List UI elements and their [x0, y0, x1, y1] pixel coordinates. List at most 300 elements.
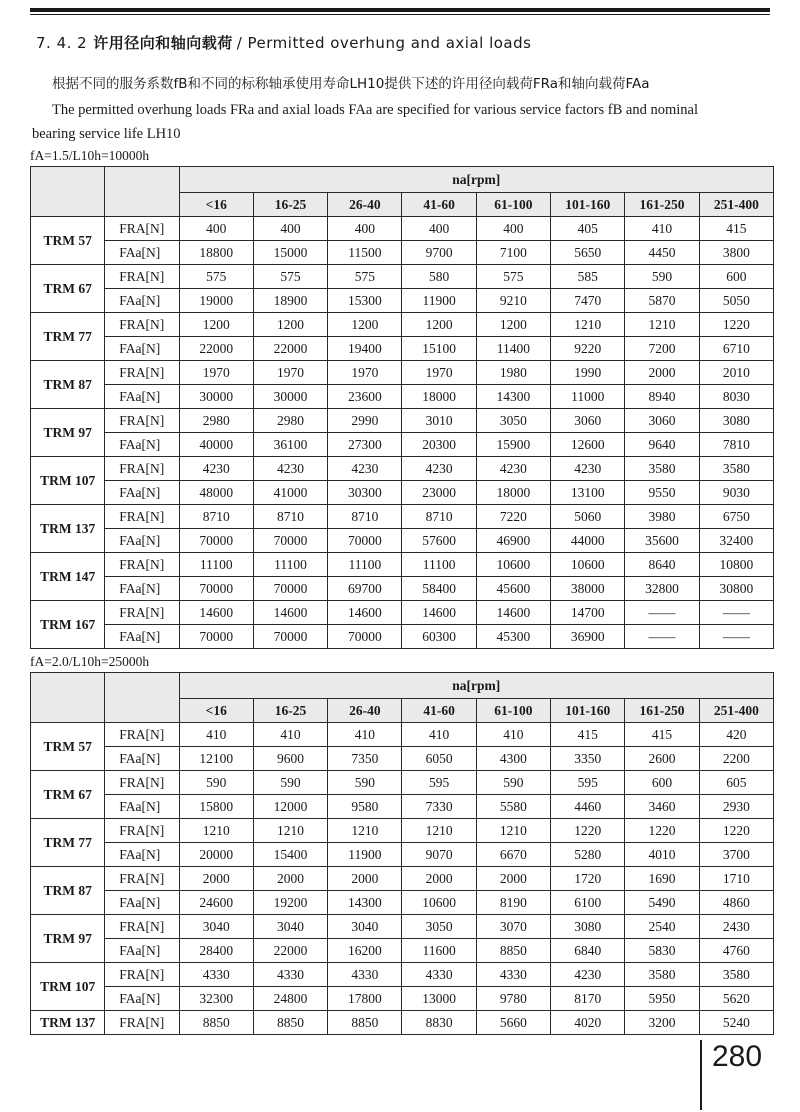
load-label: FRA[N]: [105, 601, 179, 625]
table-cell: 410: [476, 723, 550, 747]
model-name: TRM 57: [31, 217, 105, 265]
table-cell: 5060: [551, 505, 625, 529]
table-cell: 595: [402, 771, 476, 795]
table-cell: 11100: [402, 553, 476, 577]
table-cell: 7470: [551, 289, 625, 313]
table-cell: 2000: [253, 867, 327, 891]
load-label: FAa[N]: [105, 795, 179, 819]
section-title-zh: 许用径向和轴向载荷: [93, 34, 233, 52]
table-cell: 30800: [699, 577, 773, 601]
table-cell: 5240: [699, 1011, 773, 1035]
table-cell: 70000: [179, 529, 253, 553]
speed-range-header: 26-40: [328, 193, 402, 217]
load-label: FAa[N]: [105, 385, 179, 409]
table-cell: 19200: [253, 891, 327, 915]
table-cell: 4460: [551, 795, 625, 819]
model-name: TRM 107: [31, 457, 105, 505]
table-cell: 15900: [476, 433, 550, 457]
table-cell: 1210: [476, 819, 550, 843]
table-cell: 6710: [699, 337, 773, 361]
table-cell: 1970: [179, 361, 253, 385]
table-cell: 575: [328, 265, 402, 289]
table-cell: 1210: [328, 819, 402, 843]
table-cell: 400: [402, 217, 476, 241]
table-cell: 3040: [328, 915, 402, 939]
table-cell: 70000: [179, 577, 253, 601]
table-cell: 70000: [328, 529, 402, 553]
table-cell: 1200: [476, 313, 550, 337]
table-cell: 4330: [179, 963, 253, 987]
table-row-fa: [31, 891, 774, 915]
table-cell: 30000: [179, 385, 253, 409]
table-cell: 8710: [179, 505, 253, 529]
table-cell: 4760: [699, 939, 773, 963]
table-cell: 4020: [551, 1011, 625, 1035]
table-cell: 7350: [328, 747, 402, 771]
table-cell: 16200: [328, 939, 402, 963]
table-cell: 2000: [402, 867, 476, 891]
table-cell: 12100: [179, 747, 253, 771]
table-cell: 3580: [699, 963, 773, 987]
table-cell: 23600: [328, 385, 402, 409]
table-cell: 6100: [551, 891, 625, 915]
table-cell: 1970: [402, 361, 476, 385]
table-cell: 27300: [328, 433, 402, 457]
load-label: FRA[N]: [105, 457, 179, 481]
table-cell: 3070: [476, 915, 550, 939]
table-row-fa: [31, 939, 774, 963]
table-cell: 4230: [551, 963, 625, 987]
speed-header: na[rpm]: [179, 167, 773, 193]
table-row-fr: [31, 819, 774, 843]
table-cell: 14600: [328, 601, 402, 625]
table-cell: 4330: [328, 963, 402, 987]
table-row-fr: [31, 409, 774, 433]
load-label: FRA[N]: [105, 217, 179, 241]
model-name: TRM 67: [31, 265, 105, 313]
load-label: FRA[N]: [105, 505, 179, 529]
header-corner-load: [105, 673, 179, 723]
table-cell: 2990: [328, 409, 402, 433]
table-cell: 19400: [328, 337, 402, 361]
table-cell: 45600: [476, 577, 550, 601]
table-cell: 7810: [699, 433, 773, 457]
table-cell: 4230: [402, 457, 476, 481]
load-label: FRA[N]: [105, 409, 179, 433]
page-number-divider: [700, 1040, 702, 1110]
table-cell: 2980: [179, 409, 253, 433]
table-cell: 15300: [328, 289, 402, 313]
table-cell: 12000: [253, 795, 327, 819]
table-row-fr: [31, 601, 774, 625]
table-cell: 3050: [402, 915, 476, 939]
load-label: FRA[N]: [105, 771, 179, 795]
table-cell: 10600: [402, 891, 476, 915]
table-cell: 400: [253, 217, 327, 241]
section-title-en: / Permitted overhung and axial loads: [236, 34, 532, 52]
table-cell: 4230: [328, 457, 402, 481]
table-cell: 3050: [476, 409, 550, 433]
table-cell: 2930: [699, 795, 773, 819]
table-cell: 600: [625, 771, 699, 795]
table-row-fr: [31, 265, 774, 289]
table-row-fa: [31, 529, 774, 553]
header-corner-load: [105, 167, 179, 217]
table-cell: 11600: [402, 939, 476, 963]
table-cell: 11500: [328, 241, 402, 265]
table-cell: 58400: [402, 577, 476, 601]
table-cell: 1210: [253, 819, 327, 843]
table-cell: 30300: [328, 481, 402, 505]
table-cell: 46900: [476, 529, 550, 553]
table-row-fa: [31, 987, 774, 1011]
table-cell: 5650: [551, 241, 625, 265]
table-cell: 18000: [476, 481, 550, 505]
table-cell: 8170: [551, 987, 625, 1011]
table-cell: 8640: [625, 553, 699, 577]
table-cell: 5660: [476, 1011, 550, 1035]
table-row-fr: [31, 361, 774, 385]
load-label: FRA[N]: [105, 915, 179, 939]
table-cell: 1990: [551, 361, 625, 385]
table-row-fr: [31, 723, 774, 747]
speed-range-header: <16: [179, 193, 253, 217]
table-cell: 19000: [179, 289, 253, 313]
table-cell: 10600: [551, 553, 625, 577]
table-cell: 5490: [625, 891, 699, 915]
table-cell: 575: [179, 265, 253, 289]
speed-header: na[rpm]: [179, 673, 773, 699]
table-cell: 1220: [551, 819, 625, 843]
table-cell: 1970: [328, 361, 402, 385]
table-cell: 9600: [253, 747, 327, 771]
table-cell: 2000: [179, 867, 253, 891]
table-cell: 23000: [402, 481, 476, 505]
table-cell: 8710: [253, 505, 327, 529]
table-cell: ——: [625, 625, 699, 649]
table-cell: 2000: [476, 867, 550, 891]
table-cell: 1200: [253, 313, 327, 337]
table-cell: 3350: [551, 747, 625, 771]
load-label: FRA[N]: [105, 361, 179, 385]
load-label: FRA[N]: [105, 313, 179, 337]
table-cell: 415: [551, 723, 625, 747]
table-cell: 24800: [253, 987, 327, 1011]
table-cell: 20000: [179, 843, 253, 867]
table-cell: 1220: [699, 313, 773, 337]
table-cell: 14300: [328, 891, 402, 915]
table-cell: 605: [699, 771, 773, 795]
table-cell: 4230: [179, 457, 253, 481]
table-cell: 10800: [699, 553, 773, 577]
table-cell: 400: [179, 217, 253, 241]
speed-range-header: <16: [179, 699, 253, 723]
table-cell: 2000: [625, 361, 699, 385]
table-cell: 2000: [328, 867, 402, 891]
table-cell: 70000: [253, 577, 327, 601]
table-cell: 11400: [476, 337, 550, 361]
table-cell: 580: [402, 265, 476, 289]
table-cell: 17800: [328, 987, 402, 1011]
table-cell: 8850: [253, 1011, 327, 1035]
load-label: FRA[N]: [105, 963, 179, 987]
table-row-fa: [31, 843, 774, 867]
table-cell: 2540: [625, 915, 699, 939]
table-cell: 1690: [625, 867, 699, 891]
speed-range-header: 251-400: [699, 193, 773, 217]
speed-range-header: 61-100: [476, 699, 550, 723]
table-row-fa: [31, 481, 774, 505]
table-cell: 3010: [402, 409, 476, 433]
table-cell: ——: [699, 625, 773, 649]
table-cell: 22000: [253, 337, 327, 361]
table-cell: 28400: [179, 939, 253, 963]
table-cell: 45300: [476, 625, 550, 649]
table-cell: 410: [402, 723, 476, 747]
table-cell: 13100: [551, 481, 625, 505]
table-cell: 11000: [551, 385, 625, 409]
model-name: TRM 107: [31, 963, 105, 1011]
table-row-fr: [31, 771, 774, 795]
table-cell: 405: [551, 217, 625, 241]
table-cell: 4230: [551, 457, 625, 481]
table-cell: 3580: [625, 963, 699, 987]
table-cell: 575: [476, 265, 550, 289]
table-cell: 12600: [551, 433, 625, 457]
table-cell: 415: [625, 723, 699, 747]
table-cell: 7330: [402, 795, 476, 819]
table-cell: 8830: [402, 1011, 476, 1035]
table-cell: 7200: [625, 337, 699, 361]
load-label: FRA[N]: [105, 265, 179, 289]
table-cell: 60300: [402, 625, 476, 649]
table-cell: 4010: [625, 843, 699, 867]
table-cell: 22000: [179, 337, 253, 361]
table-cell: ——: [625, 601, 699, 625]
load-label: FAa[N]: [105, 625, 179, 649]
table-cell: 6750: [699, 505, 773, 529]
table-cell: 600: [699, 265, 773, 289]
table-cell: 6670: [476, 843, 550, 867]
table-row-fa: [31, 747, 774, 771]
table-cell: 9030: [699, 481, 773, 505]
table-cell: 1210: [402, 819, 476, 843]
table-cell: 3980: [625, 505, 699, 529]
table-cell: 4230: [253, 457, 327, 481]
table-cell: 3580: [699, 457, 773, 481]
table-cell: 4450: [625, 241, 699, 265]
table-cell: 57600: [402, 529, 476, 553]
table-row-fr: [31, 505, 774, 529]
table-cell: 30000: [253, 385, 327, 409]
table-cell: 420: [699, 723, 773, 747]
header-row-speed: [31, 673, 774, 699]
table-cell: 1220: [625, 819, 699, 843]
table-row-fa: [31, 433, 774, 457]
speed-range-header: 41-60: [402, 699, 476, 723]
table-cell: 11900: [328, 843, 402, 867]
load-label: FAa[N]: [105, 577, 179, 601]
table-cell: 1210: [179, 819, 253, 843]
load-label: FRA[N]: [105, 553, 179, 577]
table-cell: 8850: [328, 1011, 402, 1035]
table-cell: 70000: [253, 625, 327, 649]
table-cell: 1200: [328, 313, 402, 337]
table-cell: 590: [328, 771, 402, 795]
load-label: FAa[N]: [105, 241, 179, 265]
table-row-fa: [31, 625, 774, 649]
table-cell: 40000: [179, 433, 253, 457]
table-cell: 10600: [476, 553, 550, 577]
table-cell: 400: [476, 217, 550, 241]
table-cell: 5050: [699, 289, 773, 313]
table-cell: 5280: [551, 843, 625, 867]
table-cell: 5870: [625, 289, 699, 313]
table-cell: 14600: [402, 601, 476, 625]
table-row-fr: [31, 963, 774, 987]
table-row-fa: [31, 577, 774, 601]
table-cell: 9700: [402, 241, 476, 265]
table-cell: 410: [253, 723, 327, 747]
table-cell: 590: [179, 771, 253, 795]
load-label: FRA[N]: [105, 819, 179, 843]
table-cell: 8030: [699, 385, 773, 409]
table-cell: 3080: [551, 915, 625, 939]
table-cell: 8850: [179, 1011, 253, 1035]
header-row-speed: [31, 167, 774, 193]
model-name: TRM 137: [31, 505, 105, 553]
load-label: FAa[N]: [105, 433, 179, 457]
speed-range-header: 161-250: [625, 699, 699, 723]
model-name: TRM 67: [31, 771, 105, 819]
table-cell: 4330: [402, 963, 476, 987]
table-cell: 6840: [551, 939, 625, 963]
table-cell: 1200: [402, 313, 476, 337]
table-cell: 1710: [699, 867, 773, 891]
table-cell: 18900: [253, 289, 327, 313]
table-cell: 69700: [328, 577, 402, 601]
table-cell: 11100: [328, 553, 402, 577]
table-cell: 11900: [402, 289, 476, 313]
model-name: TRM 97: [31, 915, 105, 963]
table-cell: 14300: [476, 385, 550, 409]
table-cell: 3040: [253, 915, 327, 939]
speed-range-header: 251-400: [699, 699, 773, 723]
table-cell: 8190: [476, 891, 550, 915]
table-cell: 70000: [253, 529, 327, 553]
table-cell: 70000: [179, 625, 253, 649]
intro-en-line2: bearing service life LH10: [32, 126, 181, 142]
model-name: TRM 137: [31, 1011, 105, 1035]
table-cell: 14600: [476, 601, 550, 625]
table-cell: 32400: [699, 529, 773, 553]
header-corner-model: [31, 167, 105, 217]
table-row-fa: [31, 385, 774, 409]
table-cell: 9220: [551, 337, 625, 361]
table-row-fr: [31, 553, 774, 577]
table-cell: 36100: [253, 433, 327, 457]
load-label: FAa[N]: [105, 843, 179, 867]
table-cell: 5950: [625, 987, 699, 1011]
table-cell: 9210: [476, 289, 550, 313]
table-row-fr: [31, 867, 774, 891]
table-cell: 410: [328, 723, 402, 747]
speed-range-header: 101-160: [551, 699, 625, 723]
table-cell: 70000: [328, 625, 402, 649]
table-cell: 9640: [625, 433, 699, 457]
table-row-fa: [31, 337, 774, 361]
model-name: TRM 77: [31, 313, 105, 361]
table-row-fr: [31, 313, 774, 337]
table-cell: 7220: [476, 505, 550, 529]
table-cell: 1980: [476, 361, 550, 385]
table-cell: 18000: [402, 385, 476, 409]
table2-condition: fA=2.0/L10h=25000h: [30, 654, 150, 669]
table-cell: 24600: [179, 891, 253, 915]
table-cell: 3800: [699, 241, 773, 265]
load-label: FAa[N]: [105, 289, 179, 313]
top-rule-thick: [30, 8, 770, 12]
table-cell: 415: [699, 217, 773, 241]
table-cell: 6050: [402, 747, 476, 771]
table-cell: 595: [551, 771, 625, 795]
load-table-2: [30, 672, 774, 1035]
speed-range-header: 161-250: [625, 193, 699, 217]
table-cell: 32300: [179, 987, 253, 1011]
section-number: 7. 4. 2: [36, 34, 88, 52]
table-cell: 14700: [551, 601, 625, 625]
table-cell: 8850: [476, 939, 550, 963]
table-cell: 15100: [402, 337, 476, 361]
table-cell: 32800: [625, 577, 699, 601]
table-cell: 13000: [402, 987, 476, 1011]
table-cell: 5830: [625, 939, 699, 963]
table-cell: 2010: [699, 361, 773, 385]
table-cell: 11100: [179, 553, 253, 577]
table-cell: 22000: [253, 939, 327, 963]
model-name: TRM 147: [31, 553, 105, 601]
table-cell: 3580: [625, 457, 699, 481]
table-cell: 400: [328, 217, 402, 241]
table-cell: 35600: [625, 529, 699, 553]
model-name: TRM 167: [31, 601, 105, 649]
table-cell: 8710: [402, 505, 476, 529]
speed-range-header: 16-25: [253, 193, 327, 217]
table-cell: 3700: [699, 843, 773, 867]
model-name: TRM 97: [31, 409, 105, 457]
intro-text-zh: 根据不同的服务系数fB和不同的标称轴承使用寿命LH10提供下述的许用径向载荷FRa和轴向载荷FAa: [52, 76, 650, 92]
table-cell: 1970: [253, 361, 327, 385]
load-label: FAa[N]: [105, 337, 179, 361]
load-label: FAa[N]: [105, 747, 179, 771]
load-label: FAa[N]: [105, 987, 179, 1011]
load-label: FRA[N]: [105, 723, 179, 747]
table-cell: 15000: [253, 241, 327, 265]
table-cell: 1200: [179, 313, 253, 337]
table-cell: 15400: [253, 843, 327, 867]
speed-range-header: 101-160: [551, 193, 625, 217]
table-cell: 590: [476, 771, 550, 795]
table-cell: 585: [551, 265, 625, 289]
page-number: 280: [712, 1040, 763, 1073]
speed-range-header: 26-40: [328, 699, 402, 723]
intro-en-line1: The permitted overhung loads FRa and axial loads FAa are specified for various service factors fB and nominal: [52, 102, 698, 118]
table-cell: 18800: [179, 241, 253, 265]
load-label: FRA[N]: [105, 867, 179, 891]
table-row-fa: [31, 795, 774, 819]
table-cell: 9070: [402, 843, 476, 867]
table-cell: 41000: [253, 481, 327, 505]
